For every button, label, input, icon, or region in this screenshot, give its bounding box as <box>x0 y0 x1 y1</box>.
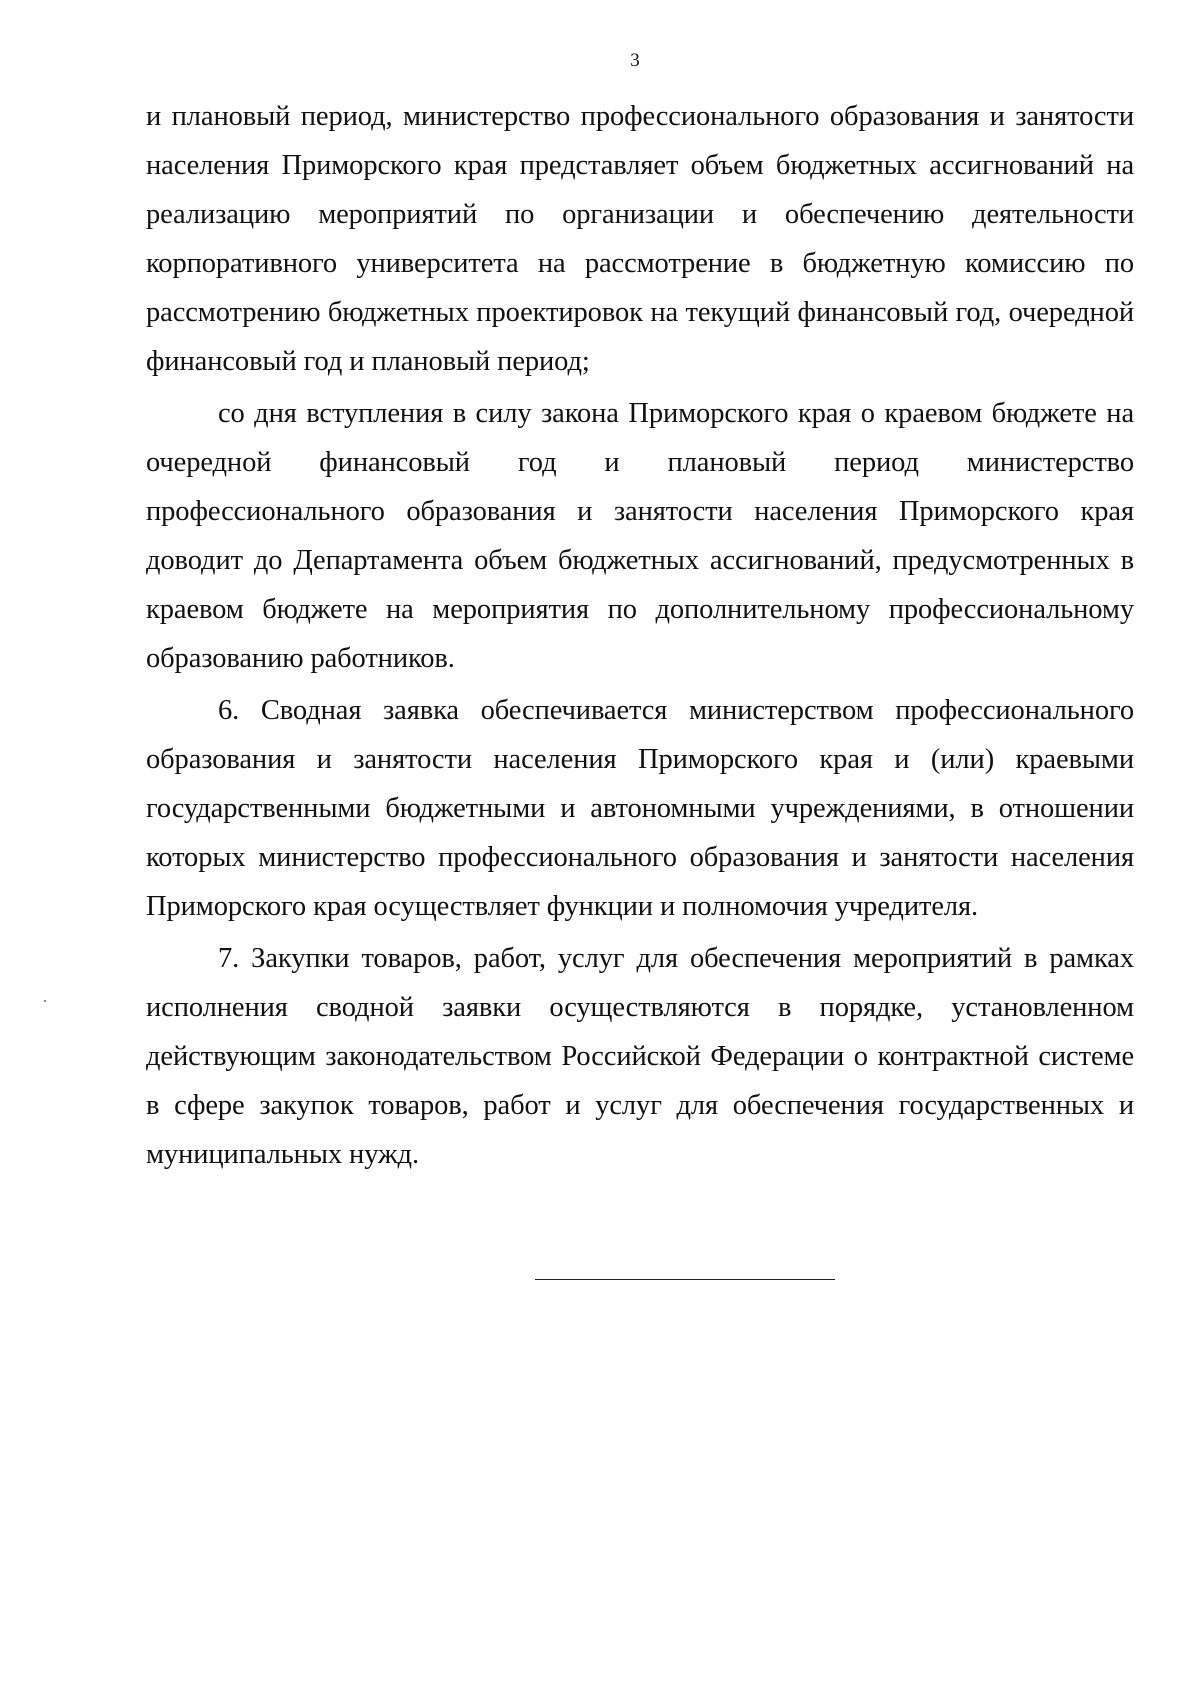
paragraph-item-7: 7. Закупки товаров, работ, услуг для обеспечения мероприятий в рамках исполнения сводной заявки осуществляются в порядке, установленном действующим законодательством Российской Федерации о контрактной системе в сфере закупок товаров, работ и услуг для обеспечения государственных и муниципальных нужд. <box>146 943 1134 1170</box>
paragraph-item-6: 6. Сводная заявка обеспечивается министерством профессионального образования и занятости населения Приморского края и (или) краевыми государственными бюджетными и автономными учреждениями, в отношении которых министерство профессионального образования и занятости населения Приморского края осуществляет функции и полномочия учредителя. <box>146 695 1134 922</box>
page-number: 3 <box>630 50 640 71</box>
scan-speck <box>44 1000 46 1002</box>
document-body <box>146 92 1134 1182</box>
paragraph-continuation: и плановый период, министерство профессионального образования и занятости населения Приморского края представляет объем бюджетных ассигнований на реализацию мероприятий по организации и обеспечению деятельности корпоративного университета на рассмотрение в бюджетную комиссию по рассмотрению бюджетных проектировок на текущий финансовый год, очередной финансовый год и плановый период; <box>146 101 1134 377</box>
paragraph-budget-allocation: со дня вступления в силу закона Приморского края о краевом бюджете на очередной финансовый год и плановый период министерство профессионального образования и занятости населения Приморского края доводит до Департамента объем бюджетных ассигнований, предусмотренных в краевом бюджете на мероприятия по дополнительному профессиональному образованию работников. <box>146 398 1134 674</box>
end-of-document-rule <box>535 1279 835 1280</box>
